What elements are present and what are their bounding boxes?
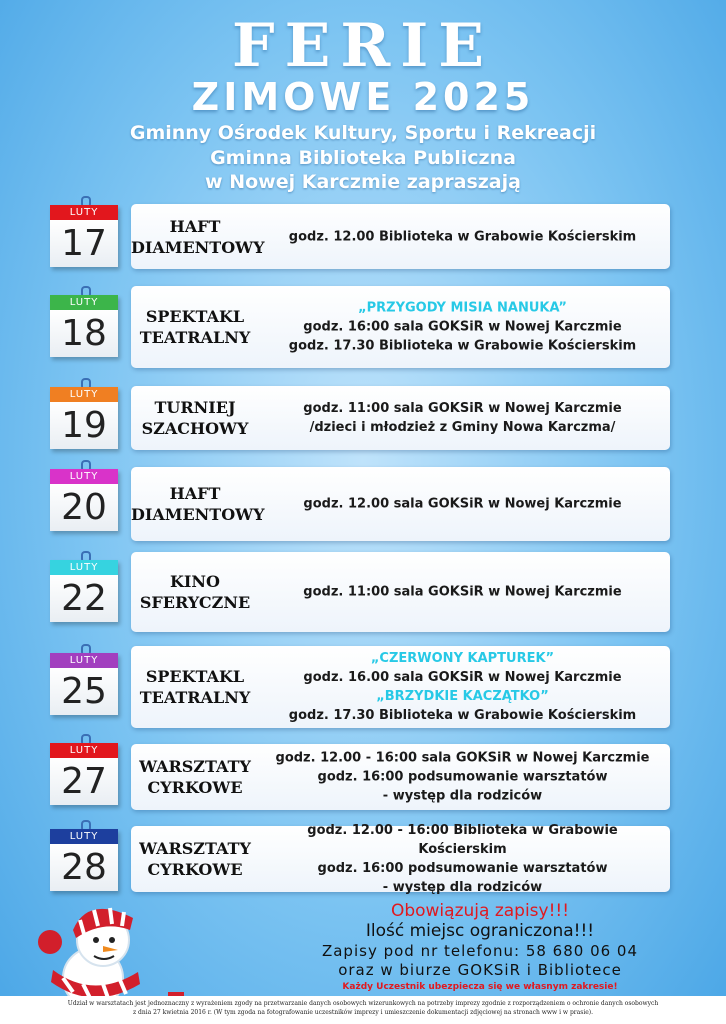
event-name-line: SPEKTAKL (145, 307, 245, 326)
event-detail-line: godz. 16.00 sala GOKSiR w Nowej Karczmie (303, 670, 622, 685)
event-card (131, 467, 670, 541)
calendar-month: LUTY (50, 295, 118, 310)
legal-note (0, 996, 726, 1024)
insurance-note: Każdy Uczestnik ubezpiecza się we własnym zakresie! (342, 982, 618, 992)
event-details (263, 749, 662, 806)
event-name-line: DIAMENTOWY (131, 237, 265, 257)
event-name-line: CYRKOWE (147, 860, 243, 879)
event-details (263, 227, 662, 246)
event-name (131, 838, 259, 880)
calendar-day: 20 (50, 484, 118, 531)
event-detail-line: godz. 12.00 sala GOKSiR w Nowej Karczmie (303, 496, 622, 512)
event-detail-line: - występ dla rodziców (382, 880, 543, 895)
calendar-month: LUTY (50, 829, 118, 844)
organizer-line-1: Gminny Ośrodek Kultury, Sportu i Rekreacji (129, 122, 597, 144)
event-name (131, 306, 259, 348)
calendar-day: 22 (50, 575, 118, 622)
calendar-icon (50, 653, 118, 715)
event-details (263, 583, 662, 602)
event-name-line: SFERYCZNE (139, 593, 251, 612)
organizer-line-2: Gminna Biblioteka Publiczna (210, 147, 516, 169)
event-details (263, 299, 662, 356)
event-card (131, 744, 670, 810)
event-name-line: TEATRALNY (139, 328, 251, 347)
event-name-line: DIAMENTOWY (131, 505, 265, 524)
calendar-icon (50, 560, 118, 622)
event-name (131, 756, 259, 798)
event-name-line: WARSZTATY (139, 839, 251, 858)
event-card (131, 286, 670, 368)
calendar-icon (50, 205, 118, 267)
event-detail-line: godz. 16:00 podsumowanie warsztatów (317, 769, 608, 785)
event-card (131, 823, 670, 895)
event-detail-line: /dzieci i młodzież z Gminy Nowa Karczma/ (309, 420, 616, 435)
event-card (131, 204, 670, 269)
calendar-day: 28 (50, 844, 118, 891)
event-detail-line: godz. 11:00 sala GOKSiR w Nowej Karczmie (303, 584, 622, 600)
calendar-day: 18 (50, 310, 118, 357)
limited-places-text: Ilość miejsc ograniczona!!! (365, 921, 595, 941)
calendar-month: LUTY (50, 469, 118, 484)
event-card (131, 646, 670, 728)
title-ferie: FERIE (232, 11, 494, 81)
event-card (131, 552, 670, 632)
event-name (131, 216, 265, 258)
organizer-line-3: w Nowej Karczmie zapraszają (205, 171, 521, 193)
event-details (263, 821, 662, 897)
event-detail-line: godz. 12.00 - 16:00 sala GOKSiR w Nowej Karczmie (275, 750, 650, 766)
calendar-icon (50, 743, 118, 805)
calendar-icon (50, 387, 118, 449)
event-name-line: KINO (170, 572, 220, 591)
registration-place-text: oraz w biurze GOKSiR i Bibliotece (338, 961, 622, 979)
calendar-icon (50, 469, 118, 531)
calendar-month: LUTY (50, 653, 118, 668)
calendar-month: LUTY (50, 387, 118, 402)
phone-text: Zapisy pod nr telefonu: 58 680 06 04 (321, 942, 639, 960)
event-card (131, 386, 670, 450)
event-name-line: WARSZTATY (139, 757, 251, 776)
event-name-line: HAFT (169, 216, 221, 236)
event-name (131, 483, 265, 525)
calendar-day: 17 (50, 220, 118, 267)
calendar-day: 25 (50, 668, 118, 715)
event-play-title: „PRZYGODY MISIA NANUKA” (358, 300, 567, 316)
event-detail-line: godz. 12.00 Biblioteka w Grabowie Kościerskim (288, 229, 637, 244)
calendar-month: LUTY (50, 205, 118, 220)
event-name (131, 571, 259, 613)
snowman-illustration (18, 900, 198, 1010)
event-details (263, 649, 662, 725)
calendar-month: LUTY (50, 743, 118, 758)
event-detail-line: - występ dla rodziców (382, 788, 543, 804)
event-detail-line: godz. 11:00 sala GOKSiR w Nowej Karczmie (303, 401, 622, 416)
event-detail-line: godz. 17.30 Biblioteka w Grabowie Kościerskim (288, 338, 637, 354)
event-detail-line: godz. 17.30 Biblioteka w Grabowie Kościerskim (288, 708, 637, 723)
legal-note-line-1: Udział w warsztatach jest jednoznaczny z wyrażeniem zgody na przetwarzanie danych osobowych wizerunkowych na potrzeby imprezy zgodnie z rozporządzeniem o ochronie danych osobowych (67, 1000, 659, 1007)
event-name-line: SPEKTAKL (145, 667, 245, 686)
event-details (263, 495, 662, 514)
event-detail-line: godz. 16:00 podsumowanie warsztatów (317, 861, 608, 876)
event-name-line: HAFT (169, 484, 221, 503)
event-detail-line: godz. 12.00 - 16:00 Biblioteka w Grabowie Kościerskim (307, 823, 618, 857)
legal-note-line-2: z dnia 27 kwietnia 2016 r. (W tym zgoda na fotografowanie uczestników imprezy i umieszczenie dokumentacji zdjęciowej na stronach www i w prasie). (132, 1009, 594, 1016)
event-name-line: SZACHOWY (141, 419, 249, 438)
calendar-month: LUTY (50, 560, 118, 575)
event-name-line: CYRKOWE (147, 778, 243, 797)
registration-required-text: Obowiązują zapisy!!! (390, 901, 570, 921)
event-name (131, 666, 259, 708)
calendar-icon (50, 295, 118, 357)
event-name-line: TURNIEJ (154, 398, 236, 417)
calendar-icon (50, 829, 118, 891)
event-detail-line: godz. 16:00 sala GOKSiR w Nowej Karczmie (303, 319, 622, 335)
event-details (263, 399, 662, 437)
title-zimowe-2025: ZIMOWE 2025 (191, 75, 535, 119)
event-name-line: TEATRALNY (139, 688, 251, 707)
calendar-day: 27 (50, 758, 118, 805)
event-play-title: „BRZYDKIE KACZĄTKO” (376, 689, 549, 704)
event-name (131, 397, 259, 439)
event-play-title: „CZERWONY KAPTUREK” (370, 651, 555, 666)
calendar-day: 19 (50, 402, 118, 449)
